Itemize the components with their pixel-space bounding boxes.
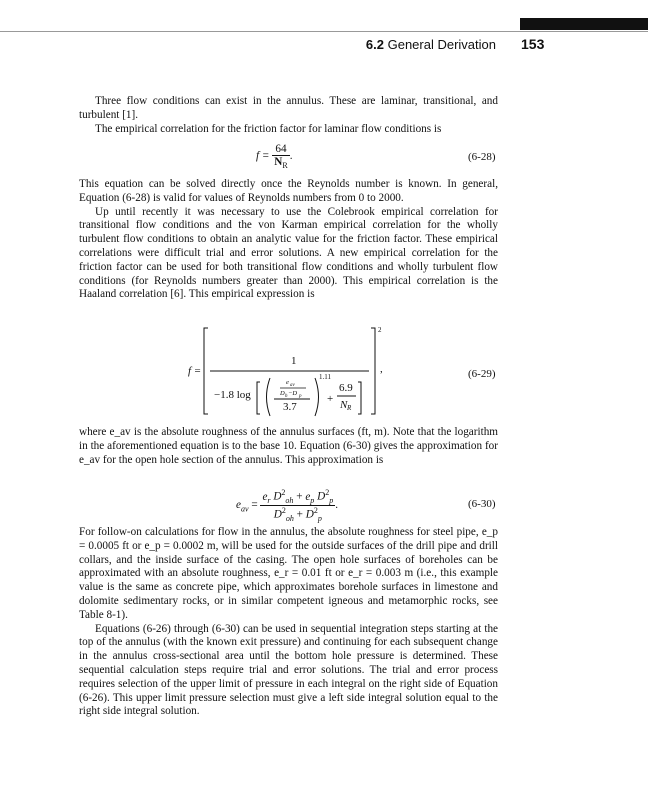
eq629-inner-den-sub1: h — [285, 394, 288, 399]
paragraph-1: Three flow conditions can exist in the annulus. These are laminar, transitional, and turbulent [1]. — [79, 95, 498, 121]
paragraph-7: Equations (6-26) through (6-30) can be used in sequential integration steps starting at the top of the annulus (with the known exit pressure) and continuing for each subsequent change in the annulus cross-sectional area until the bottom hole pressure is determined. These sequential calculation steps require trial and error solutions. The trial and error process requires selection of the upper limit of pressure in each integral on the right side of Equation (6-26). This upper limit pressure selection must give a left side integral solution equal to the right side integral solution. — [79, 622, 498, 718]
eq629-c69: 6.9 — [339, 382, 353, 394]
section-title: General Derivation — [387, 37, 496, 52]
text-block-1 — [79, 95, 498, 136]
eq629-power: 1.11 — [319, 373, 331, 381]
paragraph-6: For follow-on calculations for flow in the annulus, the absolute roughness for steel pipe, e_p = 0.0005 ft or e_p = 0.0002 m, will be used for the outside surfaces of the drill pipe and drill collars, and the inside surface of the casing. The open hole surfaces of boreholes can be approximated with an absolute roughness, e_r = 0.01 ft or e_r = 0.003 m (i.e., this example value is the same as concrete pipe, which approximates borehole surfaces in limestone and dolomite sedimentary rocks, or in similar competent igneous and metamorphic rocks, see Table 8-1). — [79, 526, 498, 621]
header-rule — [0, 31, 648, 32]
eq629-one: 1 — [291, 355, 297, 367]
text-block-4 — [79, 526, 498, 719]
eq629-log: −1.8 log — [214, 389, 251, 401]
running-head — [366, 37, 496, 52]
eq629-inner-den-sub2: p — [299, 394, 302, 399]
eq629-inner-num: e — [286, 379, 289, 386]
section-number: 6.2 — [365, 37, 384, 52]
eq629-lhs: f = — [188, 365, 202, 377]
eq629-nr-sub: R — [347, 404, 352, 412]
eq629-inner-den-mid: −D — [288, 390, 298, 397]
eq628-den-sub: R — [282, 161, 288, 171]
eq628-numerator: 64 — [272, 143, 289, 156]
eq630-lhs-sub: av — [240, 504, 249, 514]
paragraph-2: The empirical correlation for the friction factor for laminar flow conditions is — [95, 122, 442, 135]
equation-6-29 — [188, 322, 398, 417]
eq629-plus: + — [327, 393, 334, 405]
eq629-outer-power: 2 — [378, 326, 382, 334]
eq629-div: 3.7 — [283, 401, 297, 413]
paragraph-3: This equation can be solved directly once the Reynolds number is known. In general, Equation (6-28) is valid for values of Reynolds numbers from 0 to 2000. — [79, 178, 498, 204]
eq630-number: (6-30) — [468, 498, 496, 510]
eq628-denominator: N — [274, 156, 283, 168]
paragraph-4: Up until recently it was necessary to use the Colebrook empirical correlation for transitional flow conditions and the von Karman empirical correlation for the wholly turbulent flow conditions to obtain an analytic value for the friction factor. These empirical correlations were difficult trial and error solutions. A new empirical correlation for the friction factor can be used for both transitional flow conditions and wholly turbulent flow conditions (for Reynolds numbers greater than 2000). This empirical correlation is the Haaland correlation [6]. This empirical expression is — [79, 205, 498, 301]
eq629-inner-num-sub: av — [290, 383, 295, 388]
eq628-number: (6-28) — [468, 151, 496, 163]
eq630-lhs: e — [236, 499, 241, 512]
text-block-2 — [79, 178, 498, 302]
paragraph-5: where e_av is the absolute roughness of the annulus surfaces (ft, m). Note that the logarithm in the aforementioned equation is to the base 10. Equation (6-30) gives the approximation for e_av for the open hole section of the annulus. This approximation is — [79, 426, 498, 466]
eq629-inner-den: D — [280, 390, 285, 397]
eq629-comma: , — [380, 363, 383, 375]
page-number: 153 — [521, 36, 545, 52]
equation-6-28: f = $\frac{64}{N_R}$ . — [256, 143, 293, 171]
eq628-lhs: f = — [256, 150, 270, 163]
eq629-nr: N — [340, 399, 348, 411]
equation-6-30: $e_{av}$ = $\frac{e_r D^2_{oh} + e_p D^2_p}{D^2_{oh} + D^2_p}$ . — [236, 488, 338, 523]
header-bar — [520, 18, 648, 30]
eq629-number: (6-29) — [468, 368, 496, 380]
text-block-3 — [79, 426, 498, 467]
